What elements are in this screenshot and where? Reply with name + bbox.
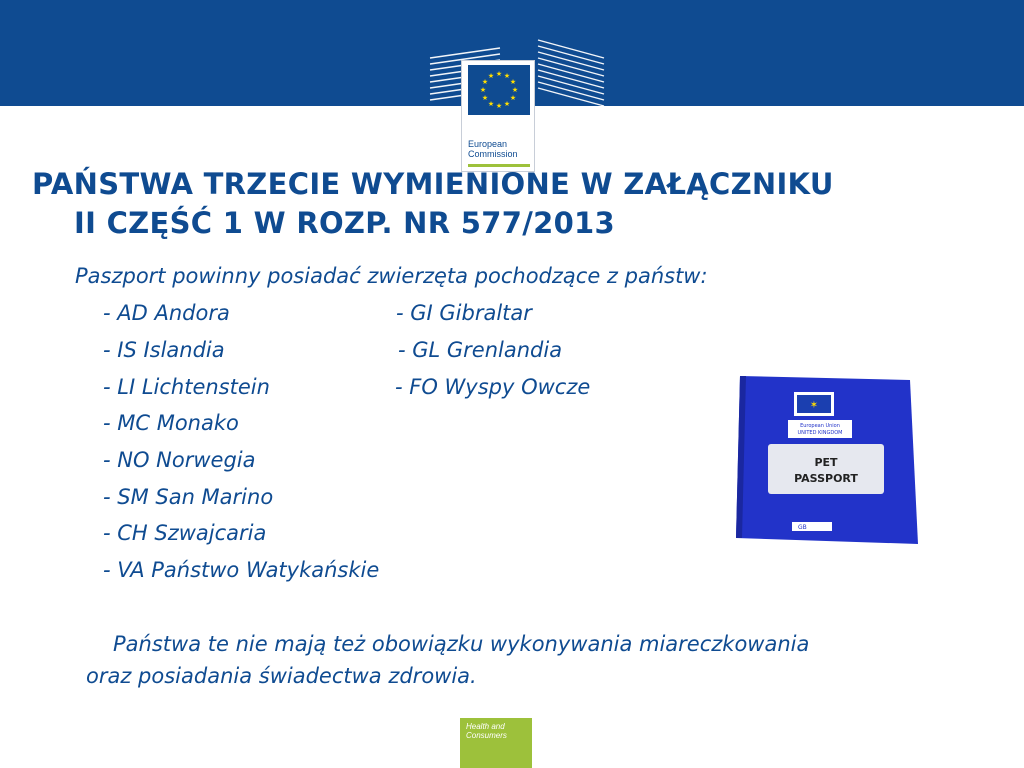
- logo-text: [468, 139, 518, 159]
- passport-code: GB: [798, 524, 807, 531]
- left-list-item: - LI Lichtenstein: [103, 375, 270, 399]
- svg-text:★: ★: [511, 86, 519, 94]
- svg-text:★: ★: [503, 100, 511, 108]
- svg-text:★: ★: [509, 94, 517, 102]
- left-list-item: - MC Monako: [103, 411, 239, 435]
- right-list-item: - GL Grenlandia: [398, 338, 563, 362]
- svg-text:★: ★: [487, 100, 495, 108]
- left-list-item: - CH Szwajcaria: [103, 521, 267, 545]
- svg-text:★: ★: [479, 86, 487, 94]
- eu-flag-icon: [468, 65, 530, 115]
- svg-text:★: ★: [509, 78, 517, 86]
- note-line-1: Państwa te nie mają też obowiązku wykonywania miareczkowania: [113, 632, 810, 656]
- footer-text: [466, 722, 507, 740]
- left-list-item: - NO Norwegia: [103, 448, 256, 472]
- title-line-1: PAŃSTWA TRZECIE WYMIENIONE W ZAŁĄCZNIKU: [32, 167, 834, 201]
- left-list-item: - VA Państwo Watykańskie: [103, 558, 380, 582]
- right-list-item: - GI Gibraltar: [396, 301, 532, 325]
- svg-text:✶: ✶: [809, 400, 819, 411]
- svg-text:★: ★: [503, 72, 511, 80]
- passport-label-1: PET: [814, 456, 838, 469]
- svg-text:★: ★: [481, 94, 489, 102]
- svg-text:★: ★: [495, 70, 503, 78]
- slide-title: [32, 165, 1002, 243]
- footer-line-2: Consumers: [466, 731, 507, 740]
- left-list-item: - IS Islandia: [103, 338, 225, 362]
- title-line-2: II CZĘŚĆ 1 W ROZP. NR 577/2013: [74, 206, 616, 240]
- logo-box: [461, 60, 535, 172]
- svg-text:★: ★: [495, 102, 503, 110]
- footer-line-1: Health and: [466, 722, 505, 731]
- logo-line-1: European: [468, 139, 508, 149]
- pet-passport-image: [732, 372, 924, 550]
- intro-text: Paszport powinny posiadać zwierzęta pochodzące z państw:: [75, 264, 708, 288]
- note-line-2: oraz posiadania świadectwa zdrowia.: [86, 664, 477, 688]
- passport-label-2: PASSPORT: [794, 472, 858, 485]
- passport-header-1: European Union: [800, 423, 840, 429]
- passport-header-2: UNITED KINGDOM: [797, 430, 843, 436]
- logo-line-2: Commission: [468, 149, 518, 159]
- left-list-item: - SM San Marino: [103, 485, 274, 509]
- svg-text:★: ★: [481, 78, 489, 86]
- left-list-item: - AD Andora: [103, 301, 230, 325]
- svg-text:★: ★: [487, 72, 495, 80]
- right-list-item: - FO Wyspy Owcze: [395, 375, 591, 399]
- european-commission-logo: [428, 30, 606, 159]
